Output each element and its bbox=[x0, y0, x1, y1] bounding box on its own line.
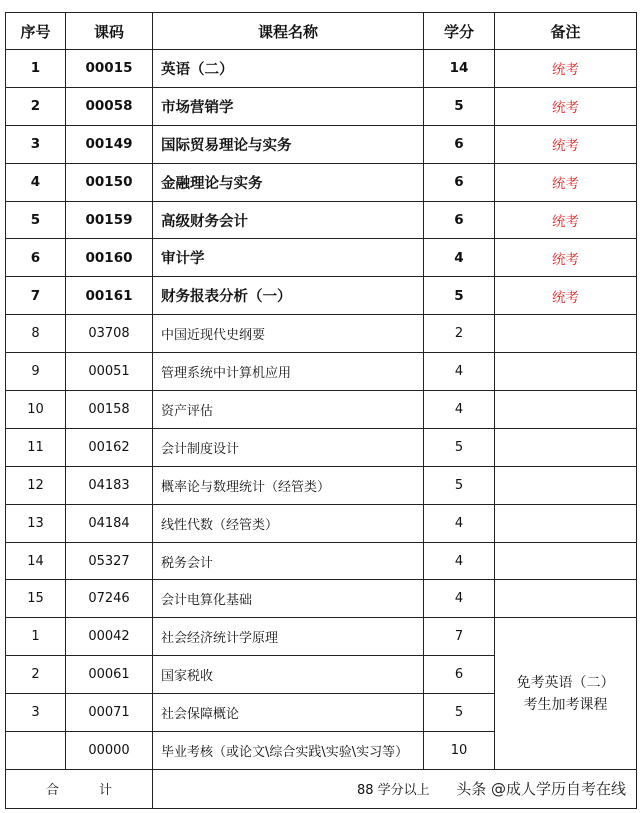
cell-code: 00150 bbox=[66, 163, 153, 201]
cell-course-name: 税务会计 bbox=[153, 542, 424, 580]
cell-course-name: 管理系统中计算机应用 bbox=[153, 353, 424, 391]
cell-index: 8 bbox=[6, 315, 66, 353]
cell-code: 00061 bbox=[66, 656, 153, 694]
cell-course-name: 资产评估 bbox=[153, 391, 424, 429]
cell-index: 1 bbox=[6, 50, 66, 88]
table-row bbox=[6, 542, 637, 580]
header-remark: 备注 bbox=[495, 13, 637, 50]
cell-code: 00162 bbox=[66, 428, 153, 466]
cell-credit: 5 bbox=[424, 694, 495, 732]
cell-remark: 统考 bbox=[495, 87, 637, 125]
extra-note-line1: 免考英语（二） bbox=[516, 674, 615, 691]
header-index: 序号 bbox=[6, 13, 66, 50]
cell-course-name: 审计学 bbox=[153, 239, 424, 277]
cell-index: 3 bbox=[6, 125, 66, 163]
table-row bbox=[6, 353, 637, 391]
table-row bbox=[6, 580, 637, 618]
cell-remark bbox=[495, 580, 637, 618]
extra-course-note bbox=[495, 618, 637, 770]
cell-index: 12 bbox=[6, 466, 66, 504]
cell-course-name: 中国近现代史纲要 bbox=[153, 315, 424, 353]
cell-remark: 统考 bbox=[495, 239, 637, 277]
header-name: 课程名称 bbox=[153, 13, 424, 50]
cell-course-name: 会计电算化基础 bbox=[153, 580, 424, 618]
cell-credit: 5 bbox=[424, 277, 495, 315]
cell-code: 00000 bbox=[66, 732, 153, 770]
table-row bbox=[6, 315, 637, 353]
table-row bbox=[6, 277, 637, 315]
cell-code: 00159 bbox=[66, 201, 153, 239]
cell-index: 13 bbox=[6, 504, 66, 542]
cell-index: 4 bbox=[6, 163, 66, 201]
cell-course-name: 市场营销学 bbox=[153, 87, 424, 125]
cell-code: 07246 bbox=[66, 580, 153, 618]
table-row bbox=[6, 87, 637, 125]
table-row bbox=[6, 504, 637, 542]
cell-index bbox=[6, 732, 66, 770]
cell-index: 3 bbox=[6, 694, 66, 732]
table-row bbox=[6, 125, 637, 163]
header-row bbox=[6, 13, 637, 50]
cell-index: 15 bbox=[6, 580, 66, 618]
cell-index: 5 bbox=[6, 201, 66, 239]
table-row bbox=[6, 428, 637, 466]
cell-index: 11 bbox=[6, 428, 66, 466]
table-row bbox=[6, 618, 637, 656]
cell-remark: 统考 bbox=[495, 163, 637, 201]
cell-code: 04184 bbox=[66, 504, 153, 542]
cell-index: 1 bbox=[6, 618, 66, 656]
cell-credit: 6 bbox=[424, 201, 495, 239]
cell-remark bbox=[495, 504, 637, 542]
cell-code: 03708 bbox=[66, 315, 153, 353]
cell-code: 00051 bbox=[66, 353, 153, 391]
cell-index: 10 bbox=[6, 391, 66, 429]
cell-index: 6 bbox=[6, 239, 66, 277]
cell-remark bbox=[495, 466, 637, 504]
total-value: 88 学分以上 bbox=[357, 783, 430, 799]
cell-code: 00160 bbox=[66, 239, 153, 277]
cell-remark: 统考 bbox=[495, 50, 637, 88]
cell-index: 7 bbox=[6, 277, 66, 315]
cell-index: 9 bbox=[6, 353, 66, 391]
cell-course-name: 社会保障概论 bbox=[153, 694, 424, 732]
cell-credit: 5 bbox=[424, 87, 495, 125]
cell-credit: 5 bbox=[424, 428, 495, 466]
cell-code: 00042 bbox=[66, 618, 153, 656]
cell-credit: 14 bbox=[424, 50, 495, 88]
cell-index: 2 bbox=[6, 656, 66, 694]
table-row bbox=[6, 391, 637, 429]
cell-index: 2 bbox=[6, 87, 66, 125]
cell-remark: 统考 bbox=[495, 125, 637, 163]
cell-course-name: 社会经济统计学原理 bbox=[153, 618, 424, 656]
cell-course-name: 国家税收 bbox=[153, 656, 424, 694]
cell-credit: 6 bbox=[424, 125, 495, 163]
cell-code: 00058 bbox=[66, 87, 153, 125]
cell-index: 14 bbox=[6, 542, 66, 580]
cell-remark bbox=[495, 315, 637, 353]
cell-course-name: 英语（二） bbox=[153, 50, 424, 88]
table-row bbox=[6, 50, 637, 88]
cell-credit: 6 bbox=[424, 163, 495, 201]
cell-credit: 2 bbox=[424, 315, 495, 353]
total-label-b: 计 bbox=[99, 783, 113, 799]
cell-course-name: 国际贸易理论与实务 bbox=[153, 125, 424, 163]
cell-course-name: 概率论与数理统计（经管类） bbox=[153, 466, 424, 504]
cell-credit: 10 bbox=[424, 732, 495, 770]
table-row bbox=[6, 163, 637, 201]
cell-credit: 4 bbox=[424, 239, 495, 277]
cell-code: 00149 bbox=[66, 125, 153, 163]
cell-code: 00071 bbox=[66, 694, 153, 732]
watermark: 头条 @成人学历自考在线 bbox=[456, 780, 626, 798]
cell-code: 00015 bbox=[66, 50, 153, 88]
cell-credit: 4 bbox=[424, 504, 495, 542]
header-credit: 学分 bbox=[424, 13, 495, 50]
total-label bbox=[6, 769, 153, 808]
total-label-a: 合 bbox=[45, 783, 59, 799]
header-code: 课码 bbox=[66, 13, 153, 50]
table-row bbox=[6, 239, 637, 277]
cell-remark bbox=[495, 391, 637, 429]
cell-code: 00161 bbox=[66, 277, 153, 315]
cell-code: 00158 bbox=[66, 391, 153, 429]
cell-course-name: 线性代数（经管类） bbox=[153, 504, 424, 542]
table-row bbox=[6, 466, 637, 504]
cell-credit: 4 bbox=[424, 580, 495, 618]
cell-credit: 4 bbox=[424, 353, 495, 391]
cell-course-name: 金融理论与实务 bbox=[153, 163, 424, 201]
cell-credit: 7 bbox=[424, 618, 495, 656]
cell-credit: 4 bbox=[424, 542, 495, 580]
cell-course-name: 财务报表分析（一） bbox=[153, 277, 424, 315]
cell-remark: 统考 bbox=[495, 201, 637, 239]
cell-code: 04183 bbox=[66, 466, 153, 504]
cell-credit: 4 bbox=[424, 391, 495, 429]
course-table bbox=[5, 12, 637, 809]
table-row bbox=[6, 201, 637, 239]
cell-credit: 6 bbox=[424, 656, 495, 694]
cell-credit: 5 bbox=[424, 466, 495, 504]
cell-course-name: 高级财务会计 bbox=[153, 201, 424, 239]
cell-remark: 统考 bbox=[495, 277, 637, 315]
cell-code: 05327 bbox=[66, 542, 153, 580]
cell-remark bbox=[495, 428, 637, 466]
cell-remark bbox=[495, 353, 637, 391]
cell-course-name: 会计制度设计 bbox=[153, 428, 424, 466]
cell-course-name: 毕业考核（或论文\综合实践\实验\实习等） bbox=[153, 732, 424, 770]
extra-note-line2: 考生加考课程 bbox=[523, 696, 608, 713]
cell-remark bbox=[495, 542, 637, 580]
